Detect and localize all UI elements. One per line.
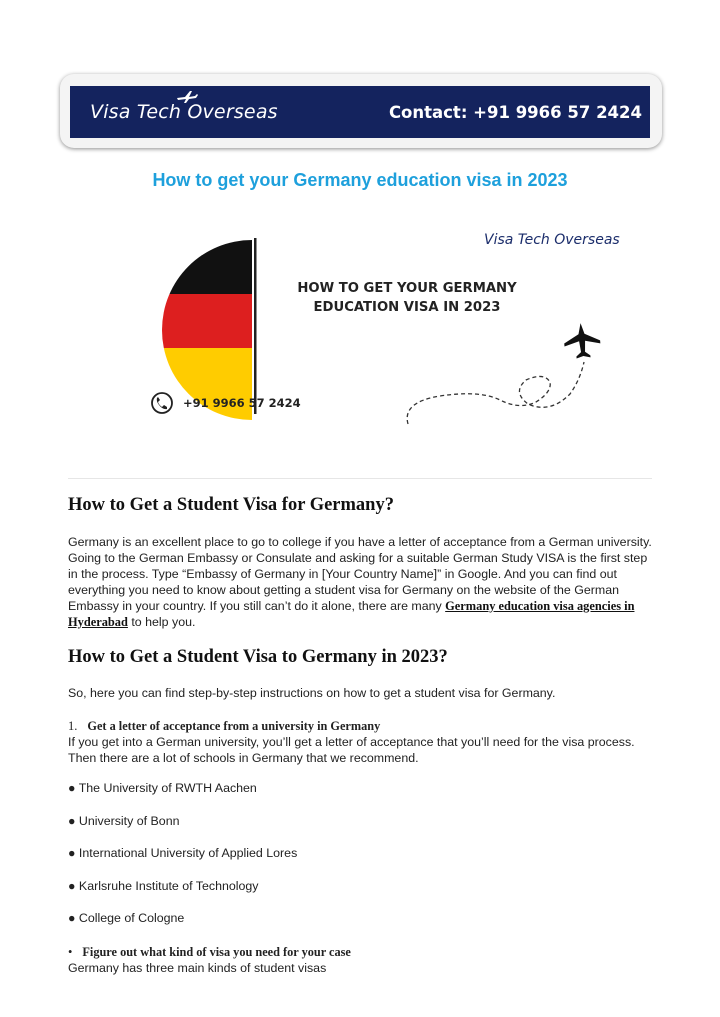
airplane-icon — [563, 321, 602, 359]
hero-heading — [272, 279, 542, 317]
divider-line — [254, 238, 257, 414]
list-item: ● International University of Applied Lores — [68, 846, 298, 860]
section1-body: Germany is an excellent place to go to college if you have a letter of acceptance from a German university. Going to the German Embassy or Consulate and asking for a suitable German Study VISA is the first step in the process. Type “Embassy of Germany in [Your Country Name]” in Google. And you can find out everything you need to know about getting a student visa for Germany on the website of the German Embassy in your country. If you still can’t do it alone, there are many — [68, 535, 652, 613]
hero-logo: Visa Tech Overseas — [484, 232, 620, 248]
brand-logo[interactable] — [90, 101, 278, 123]
section1-body-end: to help you. — [127, 615, 196, 629]
airplane-icon — [176, 89, 198, 103]
step1-title-line — [68, 718, 380, 734]
list-item: ● College of Cologne — [68, 911, 185, 925]
contact-phone[interactable]: Contact: +91 9966 57 2424 — [388, 102, 642, 122]
page-title: How to get your Germany education visa in 2023 — [152, 170, 568, 190]
step1-body: If you get into a German university, you’ll get a letter of acceptance that you’ll need for the visa process. Then there are a lot of schools in Germany that we recommend. — [68, 735, 635, 765]
flag-black-stripe — [140, 240, 252, 294]
agencies-link[interactable]: Germany education visa agencies in Hyderabad — [68, 599, 635, 629]
hero-heading-line2: EDUCATION VISA IN 2023 — [313, 300, 501, 315]
section2-heading: How to Get a Student Visa to Germany in 2023? — [68, 647, 448, 667]
list-item: ● University of Bonn — [68, 814, 180, 828]
phone-icon — [152, 393, 172, 413]
list-item: ● Karlsruhe Institute of Technology — [68, 879, 259, 893]
header-banner — [70, 86, 650, 138]
step2-bullet: • — [68, 945, 73, 959]
section1-paragraph — [68, 534, 658, 630]
section1-heading: How to Get a Student Visa for Germany? — [68, 495, 394, 515]
flag-red-stripe — [140, 294, 252, 348]
brand-logo-text: Visa Tech Overseas — [90, 101, 278, 123]
step1-title: Get a letter of acceptance from a university in Germany — [87, 719, 381, 733]
list-item: ● The University of RWTH Aachen — [68, 781, 257, 795]
hero-phone: +91 9966 57 2424 — [183, 396, 301, 410]
step2-title: Figure out what kind of visa you need for your case — [82, 945, 351, 959]
section2-intro: So, here you can find step-by-step instructions on how to get a student visa for Germany. — [68, 686, 556, 700]
step2-body: Germany has three main kinds of student visas — [68, 961, 327, 975]
step1-number: 1. — [68, 719, 78, 733]
hero-divider — [68, 478, 652, 479]
hero-heading-line1: HOW TO GET YOUR GERMANY — [297, 281, 517, 296]
flight-path — [407, 362, 584, 424]
step2-title-line — [68, 944, 351, 960]
